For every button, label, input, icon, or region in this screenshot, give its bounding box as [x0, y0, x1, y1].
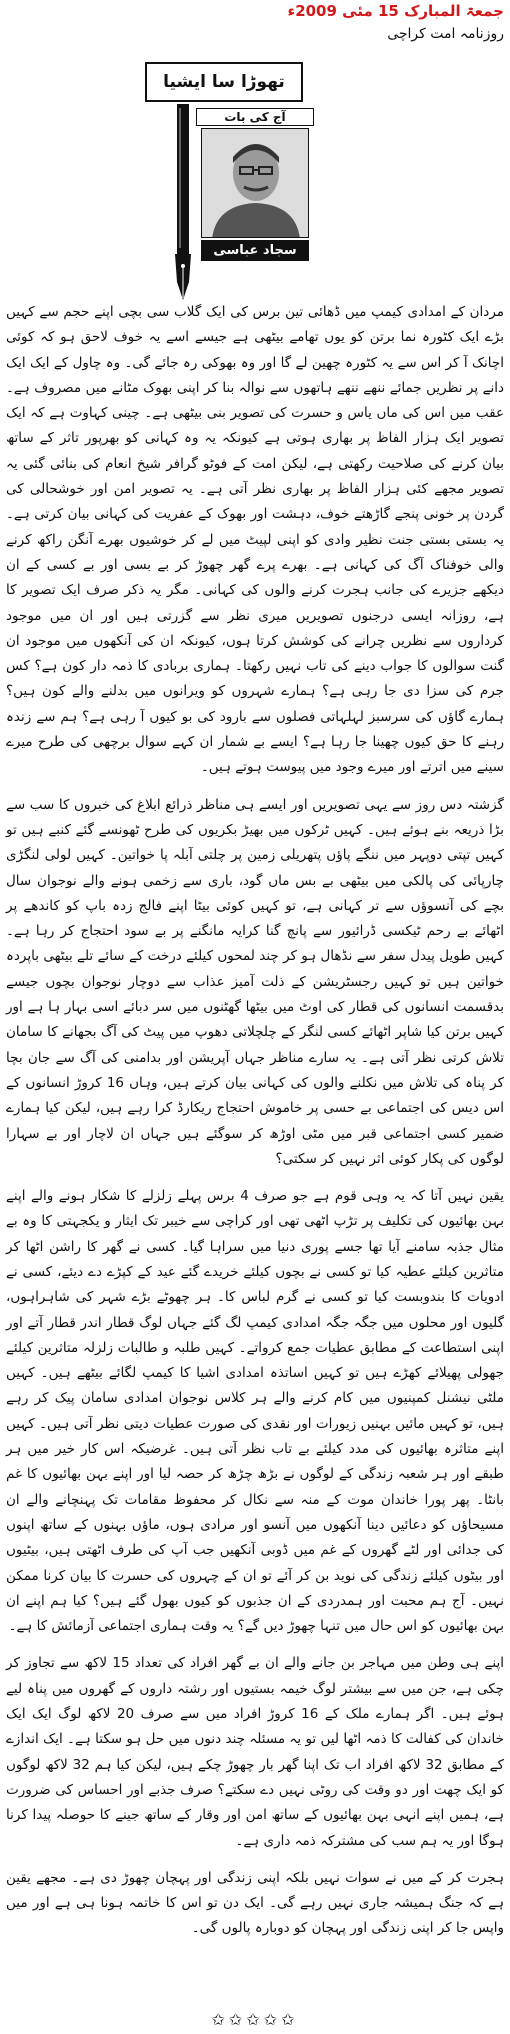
- column-subtitle: آج کی بات: [196, 108, 314, 126]
- author-photo: [201, 128, 309, 238]
- article-paragraph: مردان کے امدادی کیمپ میں ڈھائی تین برس کی ایک گلاب سی بچی اپنے حجم سے کہیں بڑے ایک کٹورہ نما برتن کو یوں تھامے بیٹھی ہے جیسے اسے یہ خوف لاحق ہو کہ کوئی اچانک آ کر اس سے یہ کٹورہ چھین لے گا اور وہ بھوکی رہ جائے گی۔ وہ چاول کے ایک ایک دانے پر نظریں جمائے ننھے ننھے ہاتھوں سے نوالہ بنا کر اپنی بھوک مٹانے میں مصروف ہے۔ عقب میں اس کی ماں یاس و حسرت کی تصویر بنی بیٹھی ہے۔ چینی کہاوت ہے کہ ایک تصویر ایک ہزار الفاظ پر بھاری ہوتی ہے کیونکہ یہ وہ کہانی کو بھرپور تاثر کے ساتھ بیان کرنے کی صلاحیت رکھتی ہے، لیکن امت کے فوٹو گرافر شیخ انعام کی بنائی گئی یہ تصویر مجھے کئی ہزار الفاظ پر بھاری نظر آتی ہے۔ یہ تصویر امن اور خوشحالی کی گردن پر خونی پنجے گاڑھتے خوف، دہشت اور بھوک کے عفریت کی کہانی بیان کرتی ہے۔ یہ بستی بستی جنت نظیر وادی کو اپنی لپیٹ میں لے کر خوشیوں بھرے آنگن راکھ کرنے والی خوفناک آگ کی کہانی ہے۔ بھرے پرے گھر چھوڑ کر بے بسی اور بے کسی کے ان دیکھے جزیرے کی جانب ہجرت کرنے والوں کی کہانی۔ مگر یہ ذکر صرف ایک تصویر کا ہے، روزانہ ایسی درجنوں تصویریں میری نظر سے گزرتی ہیں اور ان میں موجود کرداروں سے نظریں چرانے کی کوشش کرتا ہوں، کیونکہ ان کی آنکھوں میں موجود ان گنت سوالوں کا جواب دینے کی تاب نہیں رکھتا۔ ہماری بربادی کا ذمہ دار کون ہے؟ کس جرم کی سزا دی جا رہی ہے؟ ہمارے شہروں کو ویرانوں میں بدلنے والے کون ہیں؟ ہمارے گاؤں کی سرسبز لہلہاتی فصلوں سے بارود کی بو کیوں آ رہی ہے؟ ہم سے زندہ رہنے کا حق کیوں چھینا جا رہا ہے؟ ایسے بے شمار ان کہے سوال برچھی کی طرح میرے سینے میں اترتے اور میرے وجود میں پیوست ہوتے ہیں۔: [6, 304, 505, 776]
- article-body: [6, 300, 504, 1954]
- publication-source: روزنامہ امت کراچی: [387, 26, 504, 42]
- end-stars: ✩✩✩✩✩: [211, 2010, 299, 2029]
- pen-nib-icon: [163, 104, 203, 304]
- article-paragraph: اپنے ہی وطن میں مہاجر بن جانے والے ان بے گھر افراد کی تعداد 15 لاکھ سے تجاوز کر چکی ہے، جن میں سے بیشتر لوگ خیمہ بستیوں اور رشتہ داروں کے گھروں میں پناہ لیے ہوئے ہیں۔ اگر ہمارے ملک کے 16 کروڑ افراد میں سے صرف 20 لاکھ لوگ ایک ایک خاندان کی کفالت کا ذمہ اٹھا لیں تو یہ مسئلہ چند دنوں میں حل ہو سکتا ہے۔ ایک اندازے کے مطابق 32 لاکھ افراد اب تک اپنا گھر بار چھوڑ چکے ہیں، لیکن کیا ہم 32 لاکھ لوگوں کو ایک چھت اور دو وقت کی روٹی نہیں دے سکتے؟ صرف جذبے اور احساس کی ضرورت ہے، ہمیں اپنے انہی بہن بھائیوں کے ساتھ امن اور وقار کے ساتھ جینے کا حوصلہ پیدا کرنا ہوگا اور یہ ہم سب کی مشترکہ ذمہ داری ہے۔: [6, 1655, 505, 1849]
- column-title: تھوڑا سا ایشیا: [163, 72, 285, 92]
- column-title-box: [145, 62, 303, 102]
- article-closing-quote: ہجرت کر کے میں نے سوات نہیں بلکہ اپنی زندگی اور پہچان چھوڑ دی ہے۔ مجھے یقین ہے کہ جنگ ہمیشہ جاری نہیں رہے گی۔ ایک دن تو اس کا خاتمہ ہونا ہی ہے اور میں واپس جا کر اپنی زندگی اور پہچان کو دوبارہ پالوں گی۔: [6, 1869, 504, 1937]
- publication-date: جمعۃ المبارک 15 مئی 2009ء: [287, 2, 504, 20]
- article-paragraph: گزشتہ دس روز سے یہی تصویریں اور ایسے ہی مناظر ذرائع ابلاغ کی خبروں کا سب سے بڑا ذریعہ بنے ہوئے ہیں۔ کہیں ٹرکوں میں بھیڑ بکریوں کی طرح ٹھونسے گئے کنبے ہیں تو کہیں تپتی دوپہر میں ننگے پاؤں پتھریلی زمین پر چلتی آبلہ پا خواتین۔ کہیں لولی لنگڑی چارپائی کی پالکی میں بیٹھی بے بس ماں گود، باری سے زخمی ہونے والے نوجوان سال بچے کی آنسوؤں سے تر کہانی ہے، تو کہیں کوئی بیٹا اپنے فالج زدہ باپ کو کاندھے پر اٹھائے بے رحم ٹیکسی ڈرائیور سے پانچ گنا کرایہ مانگنے پر بے سود احتجاج کر رہا ہے۔ کہیں طویل پیدل سفر سے نڈھال ہو کر چند لمحوں کیلئے درخت کے سائے تلے بیٹھی باپردہ خواتین ہیں تو کہیں رجسٹریشن کے ذلت آمیز عذاب سے دوچار نوجوان بچوں جیسے بدقسمت انسانوں کی قطار کی اوٹ میں بیٹھا گھٹنوں میں سر دبائے اسی بہار ہا ہے اور کہیں برتن کیا شاپر اٹھائے کسی لنگر کے چلچلاتی دھوپ میں پیٹ کی آگ بجھانے کا سامان تلاش کرتی نظر آتی ہے۔ یہ سارے مناظر جہاں آپریشن اور بدامنی کی آگ سے جان بچا کر پناہ کی تلاش میں نکلنے والوں کی کہانی بیان کرتے ہیں، وہاں 16 کروڑ انسانوں کے اس دیس کی اجتماعی بے حسی پر خاموش احتجاج ریکارڈ کرا رہے ہیں، لیکن کیا ہمارے ضمیر کسی اجتماعی قبر میں مٹی اوڑھ کر سوگئے ہیں جہاں ان لاچار اور بے سہارا لوگوں کی پکار کوئی اثر نہیں کر سکتی؟: [6, 796, 504, 1167]
- author-name: سجاد عباسی: [201, 240, 309, 261]
- article-paragraph: یقین نہیں آتا کہ یہ وہی قوم ہے جو صرف 4 برس پہلے زلزلے کا شکار ہونے والے اپنے بہن بھائیوں کی تکلیف پر تڑپ اٹھی تھی اور کراچی سے خیبر تک ایثار و یکجہتی کا وہ بے مثال جذبہ سامنے آیا تھا جسے پوری دنیا میں سراہا گیا۔ کسی نے گھر کا راشن اٹھا کر متاثرین کیلئے عطیہ کیا تو کسی نے بچوں کیلئے خریدے گئے عید کے کپڑے دے دیئے، کسی نے ادویات کا بندوبست کیا تو کسی نے گرم لباس کا۔ ہر چھوٹے بڑے شہر کی شاہراہوں، گلیوں اور محلوں میں جگہ جگہ امدادی کیمپ لگ گئے جہاں لوگ قطار اندر قطار آتے اور اپنی استطاعت کے مطابق عطیات جمع کرواتے۔ کہیں طلبہ و طالبات زلزلہ متاثرین کیلئے جھولی پھیلائے کھڑے ہیں تو کہیں اساتذہ امدادی اشیا کا کیمپ لگائے بیٹھے ہیں۔ کہیں ملٹی نیشنل کمپنیوں میں کام کرنے والے ہر کلاس نوجوان امدادی سامان پیک کر رہے ہیں، تو کہیں مائیں بہنیں زیورات اور نقدی کی صورت عطیات دیتی نظر آتی ہیں۔ کہیں اپنے متاثرہ بھائیوں کی مدد کیلئے بے تاب نظر آتی ہیں۔ غرضیکہ اس کار خیر میں ہر طبقے اور ہر شعبہ زندگی کے لوگوں نے بڑھ چڑھ کر حصہ لیا اور اپنے بہن بھائیوں کا غم بانٹا۔ پھر پورا خاندان موت کے منہ سے نکال کر محفوظ مقامات تک پہنچانے والے ان مسیحاؤں کو دعائیں دینا آنکھوں میں آنسو اور مرادی ہوں، ماؤں بہنوں کے ساتھ اپنوں کی جدائی اور لٹے گھروں کے غم میں ڈوبی آنکھیں جب آپ کی طرف اٹھتی ہیں، بیٹیوں اور بیٹوں کیلئے زندگی کی نوید بن کر آئے تو ان کے چہروں کی حسرت کا بیان کرنا ممکن نہیں۔ آج ہم محبت اور ہمدردی کے ان جذبوں کو کیوں بھول گئے ہیں؟ کیا ہم اپنے ان بہن بھائیوں کو اس حال میں تنہا چھوڑ دیں گے؟ یہ وقت ہماری اجتماعی آزمائش کا ہے۔: [6, 1188, 504, 1635]
